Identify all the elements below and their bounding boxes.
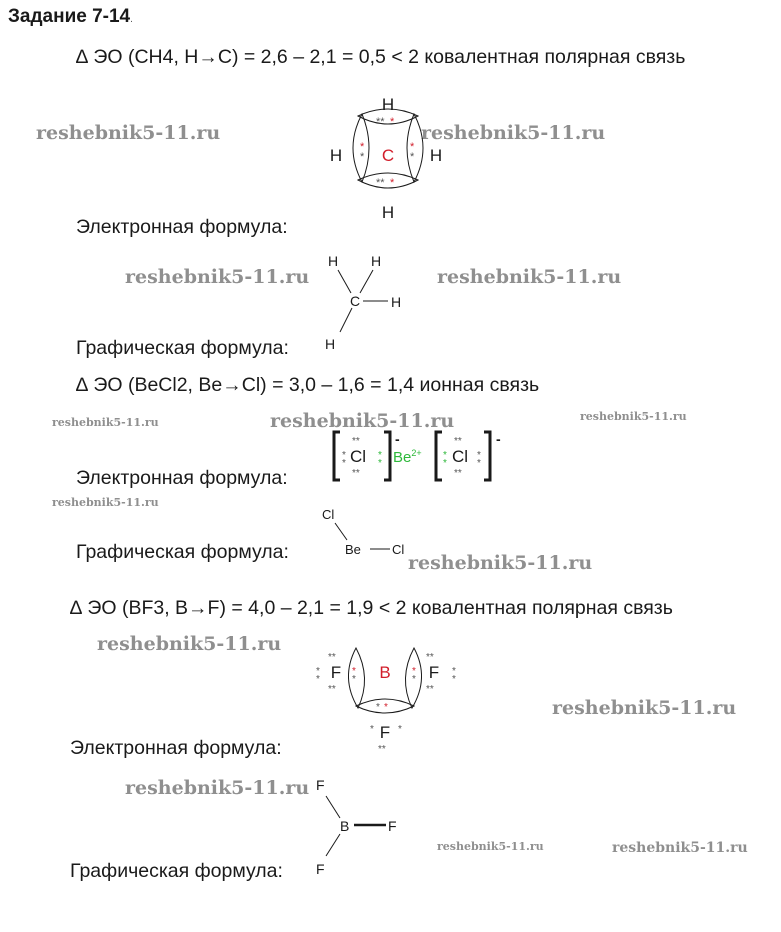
eo-line-bf3: ∆ ЭО (BF3, B→F) = 4,0 – 2,1 = 1,9 < 2 ковалентная полярная связь [70, 597, 673, 619]
watermark: reshebnik5-11.ru [552, 697, 737, 719]
watermark: reshebnik5-11.ru [125, 266, 310, 288]
svg-text:**: ** [352, 468, 360, 479]
graphic-c: C [350, 293, 361, 309]
graphic-f-right: F [388, 818, 397, 834]
atom-h-left: H [329, 146, 343, 165]
svg-text:*: * [443, 450, 447, 461]
svg-text:**: ** [376, 116, 385, 128]
svg-text:*: * [352, 666, 356, 677]
svg-text:-: - [395, 431, 400, 447]
svg-text:*: * [316, 666, 320, 677]
watermark: reshebnik5-11.ru [270, 410, 455, 432]
watermark: reshebnik5-11.ru [612, 840, 748, 856]
bf3-electron-diagram [312, 636, 462, 758]
watermark: reshebnik5-11.ru [125, 777, 310, 799]
svg-text:*: * [352, 674, 356, 685]
electron-formula-label-bf3: Электронная формула: [70, 737, 282, 759]
graphic-h-bottom: H [325, 336, 336, 352]
ion-be: $Be^{2+}$ [393, 448, 422, 466]
graphic-cl-top: Cl [322, 507, 335, 522]
svg-text:*: * [378, 450, 382, 461]
atom-f-left: F [330, 663, 342, 682]
watermark: reshebnik5-11.ru [36, 122, 221, 144]
watermark: reshebnik5-11.ru [52, 416, 159, 429]
becl2-graphic-formula [320, 502, 420, 562]
svg-text:*: * [390, 116, 395, 128]
atom-c-center: C [381, 146, 395, 165]
atom-h-top: H [381, 95, 395, 114]
watermark: reshebnik5-11.ru [408, 552, 593, 574]
atom-b-center: B [379, 663, 391, 682]
svg-text:*: * [342, 450, 346, 461]
svg-text:**: ** [426, 652, 434, 663]
graphic-b: B [340, 818, 350, 834]
svg-text:**: ** [454, 468, 462, 479]
graphic-h-left-top: H [328, 253, 339, 269]
svg-text:**: ** [376, 177, 385, 189]
bond-lens-bottom [358, 173, 418, 188]
watermark: reshebnik5-11.ru [437, 840, 544, 853]
electron-formula-label-ch4: Электронная формула: [76, 216, 288, 238]
becl2-electron-diagram [330, 428, 510, 484]
watermark: reshebnik5-11.ru [52, 496, 159, 509]
svg-text:-: - [496, 431, 501, 447]
svg-text:*: * [477, 458, 481, 469]
graphic-h-right-top: H [371, 253, 382, 269]
eo-line-ch4: ∆ ЭО (CH4, H→C) = 2,6 – 2,1 = 0,5 < 2 ковалентная полярная связь [76, 46, 686, 68]
atom-f-right: F [428, 663, 440, 682]
ch4-graphic-formula [318, 250, 418, 356]
svg-text:*: * [342, 458, 346, 469]
svg-text:*: * [410, 151, 415, 163]
graphic-be: Be [345, 542, 361, 557]
watermark: reshebnik5-11.ru [421, 122, 606, 144]
svg-text:*: * [316, 674, 320, 685]
svg-text:*: * [378, 458, 382, 469]
atom-h-right: H [429, 146, 443, 165]
svg-text:*: * [390, 177, 395, 189]
ion-cl-left: Cl [350, 447, 367, 466]
bf3-graphic-formula [310, 770, 420, 880]
graphic-formula-label-bf3: Графическая формула: [70, 860, 283, 882]
svg-text:*: * [412, 674, 416, 685]
svg-text:*: * [360, 141, 365, 153]
svg-text:*: * [370, 724, 374, 735]
graphic-f-bottom: F [316, 861, 325, 877]
svg-text:*: * [360, 151, 365, 163]
atom-h-bottom: H [381, 203, 395, 222]
svg-text:*: * [452, 674, 456, 685]
electron-formula-label-becl2: Электронная формула: [76, 467, 288, 489]
watermark: reshebnik5-11.ru [97, 633, 282, 655]
graphic-formula-label-ch4: Графическая формула: [76, 337, 289, 359]
svg-text:*: * [376, 702, 380, 713]
svg-text:**: ** [328, 684, 336, 695]
svg-text:*: * [477, 450, 481, 461]
svg-text:*: * [452, 666, 456, 677]
graphic-formula-label-becl2: Графическая формула: [76, 541, 289, 563]
bond-lens-left [348, 648, 364, 708]
svg-text:**: ** [352, 436, 360, 447]
watermark: reshebnik5-11.ru [580, 410, 687, 423]
watermark: reshebnik5-11.ru [437, 266, 622, 288]
svg-text:**: ** [454, 436, 462, 447]
svg-text:*: * [410, 141, 415, 153]
svg-text:*: * [384, 702, 388, 713]
graphic-h-right: H [391, 294, 402, 310]
graphic-f-top: F [316, 777, 325, 793]
atom-f-bottom: F [379, 723, 391, 742]
svg-text:**: ** [378, 744, 386, 755]
svg-text:*: * [443, 458, 447, 469]
svg-text:**: ** [426, 684, 434, 695]
graphic-cl-right: Cl [392, 542, 405, 557]
task-title: Задание 7-14. [8, 6, 133, 27]
svg-text:*: * [398, 724, 402, 735]
svg-text:*: * [412, 666, 416, 677]
ion-cl-right: Cl [452, 447, 469, 466]
eo-line-becl2: ∆ ЭО (BeCl2, Be→Cl) = 3,0 – 1,6 = 1,4 ионная связь [76, 374, 540, 396]
svg-text:**: ** [328, 652, 336, 663]
ch4-electron-diagram [320, 88, 460, 220]
